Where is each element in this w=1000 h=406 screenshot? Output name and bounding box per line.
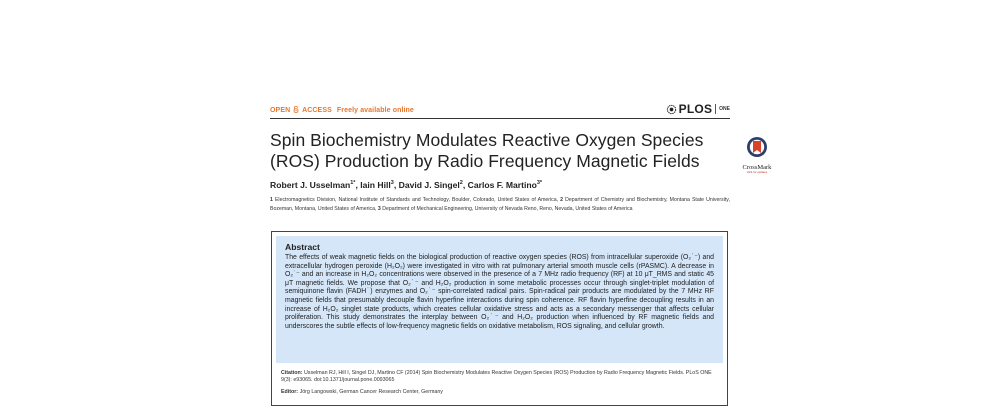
author-affil-sup: 2 <box>459 180 463 187</box>
plos-wordmark: PLOS <box>678 102 713 116</box>
logo-divider <box>715 104 716 114</box>
article-title: Spin Biochemistry Modulates Reactive Oxygen Species (ROS) Production by Radio Frequency Magnetic Fields <box>270 130 704 171</box>
editor-label: Editor: <box>281 389 299 395</box>
open-label: OPEN <box>270 107 291 114</box>
abstract-text: The effects of weak magnetic fields on the biological production of reactive oxygen species (ROS) from intracellular superoxide (O₂˙⁻) and extracellular hydrogen peroxide (H₂O₂) were investigated in vitro with rat pulmonary arterial smooth muscle cells (rPASMC). A decrease in O₂˙⁻ and an increase in H₂O₂ concentrations were observed in the presence of a 7 MHz radio frequency (RF) at 10 μT_RMS and static 45 μT magnetic fields. We propose that O₂˙⁻ and H₂O₂ production in some metabolic processes occur through singlet-triplet modulation of semiquinone flavin (FADH˙) enzymes and O₂˙⁻ spin-correlated radical pairs. Spin-radical pair products are modulated by the 7 MHz RF magnetic fields that presumably decouple flavin hyperfine interactions during spin coherence. RF flavin hyperfine decoupling results in an increase of H₂O₂ singlet state products, which creates cellular oxidative stress and acts as a secondary messenger that affects cellular proliferation. This study demonstrates the interplay between O₂˙⁻ and H₂O₂ production when influenced by RF magnetic fields and underscores the subtle effects of low-frequency magnetic fields on oxidative metabolism, ROS signaling, and cellular growth. <box>285 254 714 330</box>
affiliation-number: 3 <box>377 206 381 212</box>
author[interactable]: Iain Hill <box>360 180 391 190</box>
editor-text: Jörg Langowski, German Cancer Research Center, Germany <box>299 389 443 395</box>
affiliation-text: Electromagnetics Division, National Institute of Standards and Technology, Boulder, Colorado, United States of America, <box>274 197 559 203</box>
freely-available-label: Freely available online <box>336 107 414 114</box>
plos-logo-icon <box>666 104 677 115</box>
affiliation-number: 1 <box>270 197 273 203</box>
author[interactable]: David J. Singel <box>398 180 460 190</box>
author-list: Robert J. Usselman$^{1*}$, Iain Hill$^3$, David J. Singel$^2$, Carlos F. Martino$^{3*}$ <box>270 180 543 190</box>
author-affil-sup: 3 <box>390 180 394 187</box>
author[interactable]: Carlos F. Martino <box>467 180 537 190</box>
affiliation-text: Department of Mechanical Engineering, University of Nevada Reno, Reno, Nevada, United States of America <box>382 206 633 212</box>
affiliations <box>270 196 730 214</box>
author[interactable]: Robert J. Usselman <box>270 180 351 190</box>
citation-text: Usselman RJ, Hill I, Singel DJ, Martino CF (2014) Spin Biochemistry Modulates Reactive Oxygen Species (ROS) Production by Radio Frequency Magnetic Fields. PLoS ONE 9(3): e93065. doi:10.1371/journal.pone.0093065 <box>281 370 712 383</box>
crossmark-label: CrossMark <box>742 164 772 171</box>
crossmark-icon <box>746 136 768 158</box>
editor <box>281 389 721 396</box>
access-label: ACCESS <box>302 107 332 114</box>
one-wordmark: ONE <box>719 106 730 112</box>
plos-one-logo[interactable] <box>666 102 730 116</box>
crossmark-button[interactable] <box>737 136 777 172</box>
author-affil-sup: 3* <box>536 180 543 187</box>
affiliation-text: Department of Chemistry and Biochemistry, Montana State University, Bozeman, Montana, United States of America, <box>270 197 730 212</box>
abstract-box <box>276 236 723 363</box>
citation-label: Citation: <box>281 370 303 376</box>
journal-header-bar <box>270 104 730 119</box>
open-lock-icon <box>293 106 299 113</box>
author-affil-sup: 1* <box>350 180 356 187</box>
open-access-badge[interactable] <box>270 106 414 114</box>
affiliation-number: 2 <box>560 197 564 203</box>
citation <box>281 370 721 384</box>
crossmark-sublabel: click for updates <box>746 170 768 174</box>
abstract-heading: Abstract <box>285 242 320 252</box>
